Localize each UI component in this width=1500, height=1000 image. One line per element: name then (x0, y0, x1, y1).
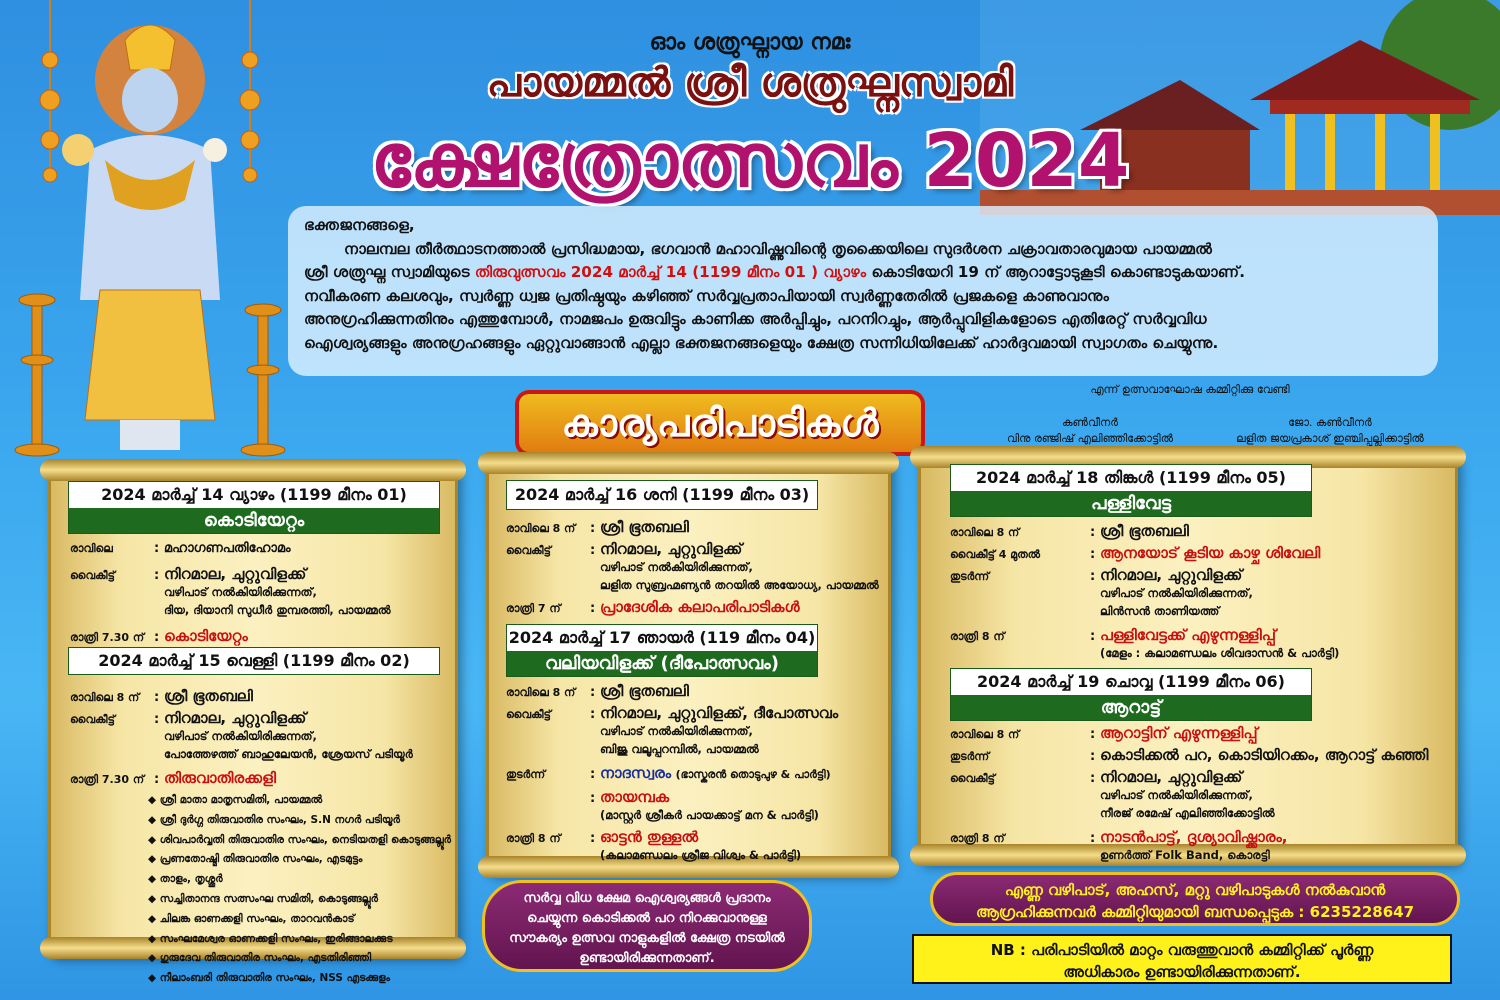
schedule-text: ആനയോട് കൂടിയ കാഴ്ച ശിവേലി (1100, 544, 1321, 562)
intro-line-3: നവീകരണ കലശവും, സ്വർണ്ണ ധ്വജ പ്രതിഷ്ഠയും കഴിഞ്ഞ് സർവ്വപ്രതാപിയായി സ്വർണ്ണതേരിൽ പ്രജകളെ കാണുവാനും (304, 286, 1109, 305)
schedule-text: തായമ്പക (600, 788, 670, 806)
para-notice: സർവ്വ വിധ ക്ഷേമ ഐശ്വര്യങ്ങൾ പ്രദാനം ചെയ്യുന്ന കൊടിക്കൽ പറ നിറക്കുവാനുള്ള സൗകര്യം ഉത്സവ നാളുകളിൽ ക്ഷേത്ര നടയിൽ ഉണ്ടായിരിക്കുന്നതാണ്. (482, 880, 812, 972)
schedule-row (70, 541, 291, 556)
schedule-text: : (154, 568, 160, 583)
schedule-row (70, 709, 306, 727)
schedule-row (950, 626, 1276, 644)
schedule-text: : (1090, 771, 1096, 786)
schedule-text: ശ്രീ ഭൂതബലി (1100, 522, 1189, 540)
jt-convener-name: ലളിത ജയപ്രകാശ് ഇഞ്ചിപ്പുല്ലിക്കാട്ടിൽ (1236, 432, 1424, 445)
schedule-text: വൈകീട്ട് (70, 713, 115, 726)
schedule-scroll-middle (486, 458, 891, 873)
schedule-row (506, 704, 838, 722)
schedule-text: രാവിലെ (70, 542, 113, 555)
schedule-text: : (154, 630, 160, 645)
schedule-row (70, 565, 306, 583)
schedule-row (70, 687, 253, 705)
schedule-row (506, 788, 669, 806)
schedule-text: രാവിലെ 8 ന് (506, 522, 576, 535)
schedule-text: രാത്രി 8 ന് (506, 832, 561, 845)
schedule-text: : (590, 707, 596, 722)
schedule-text: : (1090, 525, 1096, 540)
schedule-detail: ലിൻസൻ താണിയത്ത് (1100, 604, 1220, 618)
schedule-text: രാത്രി 7.30 ന് (70, 631, 145, 644)
schedule-text: : (590, 521, 596, 536)
schedule-text: നിറമാല, ചുറ്റുവിളക്ക് (1100, 768, 1243, 786)
intro-line-1: നാലമ്പല തീർത്ഥാടനത്താൽ പ്രസിദ്ധമായ, ഭഗവാൻ മഹാവിഷ്ണുവിന്റെ തൃക്കൈയിലെ സുദർശന ചക്രാവതാരവുമായ പായമ്മൽ (344, 239, 1212, 258)
schedule-detail: വഴിപാട് നൽകിയിരിക്കുന്നത്, (1100, 788, 1253, 802)
schedule-detail: ലളിത സുബ്രഹ്മണ്യൻ തറയിൽ അയോധ്യ, പായമ്മൽ (600, 578, 879, 592)
schedule-title: കാര്യപരിപാടികൾ (515, 390, 925, 456)
schedule-text: (ഭാസ്കരൻ തൊടുപുഴ & പാർട്ടി) (675, 768, 831, 781)
schedule-row (950, 566, 1242, 584)
schedule-text: രാവിലെ 8 ന് (506, 686, 576, 699)
intro-greeting: ഭക്തജനങ്ങളെ, (304, 216, 415, 234)
intro-line-4: അനുഗ്രഹിക്കുന്നതിനും എത്തുമ്പോൾ, നാമജപം ഉരുവിട്ടും കാണിക്ക അർപ്പിച്ചും, പറനിറച്ചും, ആർപ്പുവിളികളോടെ എതിരേറ്റ് സർവ്വവിധ (304, 310, 1207, 328)
schedule-text: : (590, 767, 596, 782)
day2-header: 2024 മാർച്ച് 15 വെള്ളി (1199 മീനം 02) (68, 647, 440, 675)
schedule-row (506, 682, 689, 700)
schedule-row (950, 544, 1320, 562)
schedule-text: വൈകീട്ട് (70, 569, 115, 582)
schedule-text: മഹാഗണപതിഹോമം (164, 541, 291, 556)
schedule-text: : (154, 712, 160, 727)
schedule-text: രാത്രി 7.30 ന് (70, 773, 145, 786)
schedule-row (950, 522, 1189, 540)
schedule-text: ശ്രീ ഭൂതബലി (600, 682, 689, 700)
schedule-text: : (1090, 547, 1096, 562)
schedule-row (506, 518, 689, 536)
schedule-text: : (154, 690, 160, 705)
schedule-text: രാവിലെ 8 ന് (950, 526, 1020, 539)
schedule-text: രാത്രി 8 ന് (950, 832, 1005, 845)
schedule-text: : (1090, 727, 1096, 742)
schedule-text: തുടർന്ന് (950, 750, 990, 763)
intro-line-5: ഐശ്വര്യങ്ങളും അനുഗ്രഹങ്ങളും ഏറ്റുവാങ്ങാൻ എല്ലാ ഭക്തജനങ്ങളെയും ക്ഷേത്ര സന്നിധിയിലേക്ക് ഹാർദ്ദവമായി സ്വാഗതം ചെയ്യുന്നു. (304, 333, 1219, 352)
schedule-text: : (1090, 831, 1096, 846)
schedule-text: : (1090, 569, 1096, 584)
schedule-text: നിറമാല, ചുറ്റുവിളക്ക് (600, 540, 743, 558)
convener-title: കൺവീനർ (1062, 416, 1118, 429)
schedule-text: വൈകീട്ട് (950, 772, 995, 785)
schedule-text: : (590, 601, 596, 616)
schedule-text: വൈകീട്ട് (506, 708, 551, 721)
schedule-text: വൈകീട്ട് (506, 544, 551, 557)
schedule-text: : (154, 772, 160, 787)
day1-header: 2024 മാർച്ച് 14 വ്യാഴം (1199 മീനം 01) കൊടിയേറ്റം (68, 481, 440, 534)
schedule-text: നിറമാല, ചുറ്റുവിളക്ക് (164, 565, 307, 583)
schedule-detail: ഉണർത്ത് Folk Band, കൊരട്ടി (1100, 848, 1270, 862)
schedule-text: ശ്രീ ഭൂതബലി (164, 687, 253, 705)
schedule-text: തുടർന്ന് (506, 768, 546, 781)
schedule-row (506, 764, 831, 782)
schedule-detail: (മേളം : കലാമണ്ഡലം ശിവദാസൻ & പാർട്ടി) (1100, 646, 1340, 660)
schedule-text: രാത്രി 7 ന് (506, 602, 561, 615)
schedule-text: രാവിലെ 8 ന് (70, 691, 140, 704)
schedule-text: നിറമാല, ചുറ്റുവിളക്ക് (164, 709, 307, 727)
schedule-detail: വഴിപാട് നൽകിയിരിക്കുന്നത്, (164, 585, 317, 599)
schedule-text: : (154, 541, 160, 556)
schedule-text: നാടൻപാട്ട്, ദൃശ്യാവിഷ്ക്കാരം, (1100, 828, 1288, 846)
schedule-text: : (1090, 749, 1096, 764)
schedule-text: പ്രാദേശിക കലാപരിപാടികൾ (600, 598, 800, 616)
schedule-detail: പോത്തേഴത്ത് ബാഹുലേയൻ, ശ്രേയസ് പടിയൂർ (164, 747, 413, 761)
schedule-row (506, 540, 742, 558)
schedule-detail: വഴിപാട് നൽകിയിരിക്കുന്നത്, (600, 724, 753, 738)
intro-message (288, 206, 1438, 376)
convener-name: വിനു രഞ്ജിഷ് എലിഞ്ഞിക്കോട്ടിൽ (1007, 432, 1173, 445)
day5-header: 2024 മാർച്ച് 18 തിങ്കൾ (1199 മീനം 05) പള്ളിവേട്ട (950, 464, 1312, 517)
schedule-row (950, 768, 1242, 786)
schedule-text: ഓട്ടൻ തുള്ളൽ (600, 828, 699, 846)
schedule-text: വൈകീട്ട് 4 മുതൽ (950, 548, 1040, 561)
temple-name: പായമ്മൽ ശ്രീ ശത്രുഘ്നസ്വാമി (486, 60, 1014, 106)
schedule-text: നാദസ്വരം (600, 764, 672, 782)
schedule-text: നിറമാല, ചുറ്റുവിളക്ക്, ദീപോത്സവം (600, 704, 839, 722)
schedule-detail: ദിയ, ദിയാനി സുധീർ തുമ്പരത്തി, പായമ്മൽ (164, 603, 391, 617)
schedule-text: കൊടിയേറ്റം (164, 627, 248, 645)
day4-header: 2024 മാർച്ച് 17 ഞായർ (119 മീനം 04) വലിയവിളക്ക് (ദീപോത്സവം) (506, 624, 818, 677)
schedule-row (506, 828, 698, 846)
schedule-scroll-right (918, 452, 1458, 862)
schedule-text: ശ്രീ ഭൂതബലി (600, 518, 689, 536)
schedule-row (950, 828, 1287, 846)
contact-box: എണ്ണ വഴിപാട്, അഹസ്, മറ്റു വഴിപാടുകൾ നൽകുവാൻ ആഗ്രഹിക്കുന്നവർ കമ്മിറ്റിയുമായി ബന്ധപ്പെടുക : 6235228647 (930, 872, 1460, 926)
schedule-text: : (1090, 629, 1096, 644)
schedule-text: തുടർന്ന് (950, 570, 990, 583)
schedule-text: രാവിലെ 8 ന് (950, 728, 1020, 741)
schedule-text: ആറാട്ടിന് എഴുന്നള്ളിപ്പ് (1100, 724, 1258, 742)
schedule-detail: നീരജ് രമേഷ് എലിഞ്ഞിക്കോട്ടിൽ (1100, 806, 1275, 820)
committee-on-behalf: എന്ന് ഉത്സവാഘോഷ കമ്മിറ്റിക്കു വേണ്ടി (1090, 383, 1290, 396)
schedule-detail: ബിജു വലൂപ്പറമ്പിൽ, പായമ്മൽ (600, 742, 759, 756)
schedule-detail: (കലാമണ്ഡലം ശ്രീജ വിശ്വം & പാർട്ടി) (600, 848, 802, 862)
schedule-text: : (590, 791, 596, 806)
invocation: ഓം ശത്രുഘ്നായ നമഃ (649, 30, 851, 55)
schedule-detail: (മാസ്റ്റർ ശ്രീകർ പായക്കാട്ട് മന & പാർട്ടി) (600, 808, 819, 822)
schedule-text: : (590, 543, 596, 558)
schedule-detail: വഴിപാട് നൽകിയിരിക്കുന്നത്, (164, 729, 317, 743)
schedule-text: രാത്രി 8 ന് (950, 630, 1005, 643)
schedule-scroll-left (48, 465, 458, 985)
schedule-row (70, 769, 276, 787)
schedule-detail: വഴിപാട് നൽകിയിരിക്കുന്നത്, (1100, 586, 1253, 600)
day3-header: 2024 മാർച്ച് 16 ശനി (1199 മീനം 03) (506, 480, 818, 510)
schedule-text: തിരുവാതിരക്കളി (164, 769, 277, 787)
day6-header: 2024 മാർച്ച് 19 ചൊവ്വ (1199 മീനം 06) ആറാട്ട് (950, 668, 1312, 721)
jt-convener-title: ജോ. കൺവീനർ (1288, 416, 1372, 429)
schedule-text: പള്ളിവേട്ടക്ക് എഴുന്നള്ളിപ്പ് (1100, 626, 1276, 644)
schedule-row (70, 627, 248, 645)
schedule-text: : (590, 831, 596, 846)
schedule-row (506, 598, 800, 616)
schedule-row (950, 724, 1258, 742)
schedule-text: : (590, 685, 596, 700)
schedule-detail: വഴിപാട് നൽകിയിരിക്കുന്നത്, (600, 560, 753, 574)
schedule-text: നിറമാല, ചുറ്റുവിളക്ക് (1100, 566, 1243, 584)
nb-note: NB : പരിപാടിയിൽ മാറ്റം വരുത്തുവാൻ കമ്മിറ്റിക്ക് പൂർണ്ണ അധികാരം ഉണ്ടായിരിക്കുന്നതാണ്. (912, 934, 1452, 984)
intro-line-2: ശ്രീ ശത്രുഘ്ന സ്വാമിയുടെ തിരുവുത്സവം 2024 മാർച്ച് 14 (1199 മീനം 01 ) വ്യാഴം കൊടിയേറി 19 ന് ആറാട്ടോടുകൂടി കൊണ്ടാടുകയാണ്. (304, 263, 1246, 281)
festival-title: ക്ഷേത്രോത്സവം 2024 (370, 118, 1130, 204)
thiruvathira-groups: ◆ ശ്രീ മാതാ മാതൃസമിതി, പായമ്മൽ ◆ ശ്രീ ദുർഗ്ഗ തിരുവാതിര സംഘം, S.N നഗർ പടിയൂർ ◆ ശിവപാർവ്വതി തിരുവാതിര സംഘം, നെടിയതളി കൊടുങ്ങല്ലൂർ ◆ പ്രണതോഷ്മി തിരുവാതിര സംഘം, എടമുട്ടം ◆ താളം, തൃശ്ശൂർ ◆ സച്ചിതാനന്ദ സത്സംഘ സമിതി, കൊടുങ്ങല്ലൂർ ◆ ചിലങ്ക ഓണക്കളി സംഘം, താറവൻകാട് ◆ സംഘമേശ്വര ഓണക്കളി സംഘം, ഇരിങ്ങാലക്കുട ◆ ഗുരുദേവ തിരുവാതിര സംഘം, എടതിരിഞ്ഞി ◆ നീലാംബരി തിരുവാതിര സംഘം, NSS എടക്കുളം (148, 794, 452, 985)
schedule-text: കൊടിക്കൽ പറ, കൊടിയിറക്കം, ആറാട്ട് കഞ്ഞി (1100, 746, 1429, 764)
schedule-row (950, 746, 1428, 764)
